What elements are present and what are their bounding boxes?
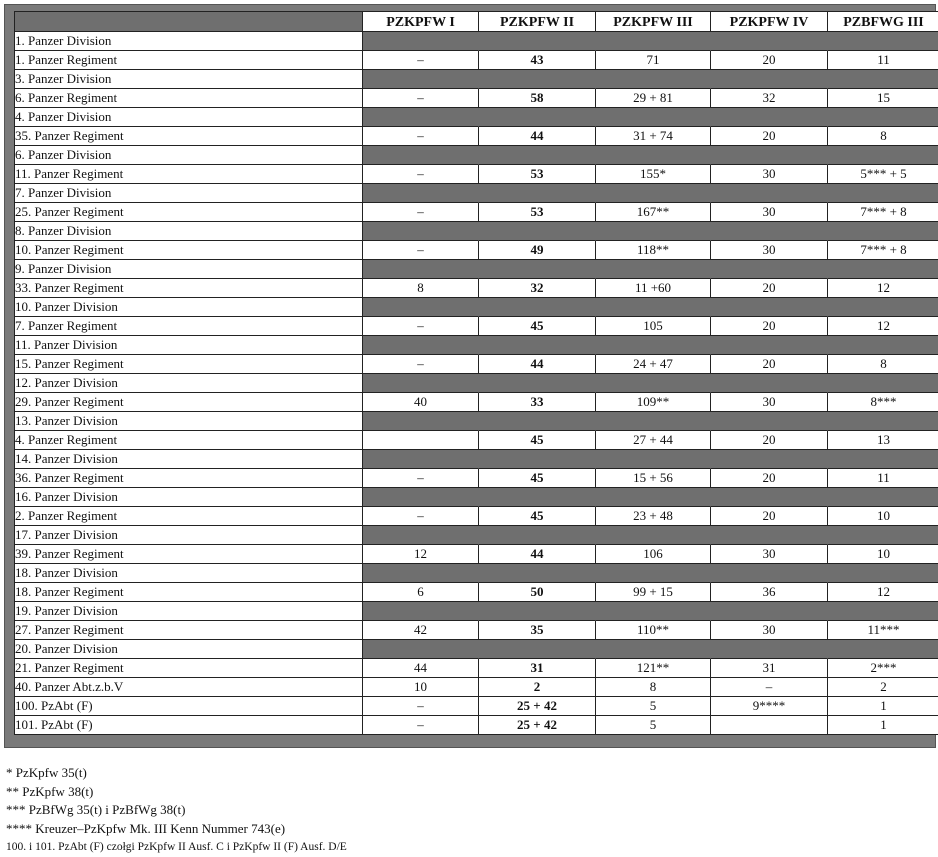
division-row — [14, 564, 938, 583]
regiment-row — [14, 697, 938, 716]
unit-name: 100. PzAbt (F) — [14, 697, 363, 716]
empty-cell — [711, 640, 828, 659]
empty-cell — [828, 298, 938, 317]
division-name: 16. Panzer Division — [14, 488, 363, 507]
unit-name: 36. Panzer Regiment — [14, 469, 363, 488]
value-cell: 10 — [828, 507, 938, 526]
empty-cell — [711, 412, 828, 431]
regiment-row — [14, 393, 938, 412]
unit-name: 27. Panzer Regiment — [14, 621, 363, 640]
unit-name: 4. Panzer Regiment — [14, 431, 363, 450]
division-row — [14, 602, 938, 621]
empty-cell — [711, 184, 828, 203]
value-cell: 36 — [711, 583, 828, 602]
value-cell: 44 — [479, 127, 596, 146]
value-cell: 42 — [363, 621, 479, 640]
regiment-row — [14, 659, 938, 678]
empty-cell — [596, 602, 711, 621]
value-cell: 106 — [596, 545, 711, 564]
value-cell: 11 +60 — [596, 279, 711, 298]
division-name: 11. Panzer Division — [14, 336, 363, 355]
value-cell: 20 — [711, 507, 828, 526]
unit-name: 1. Panzer Regiment — [14, 51, 363, 70]
value-cell: 105 — [596, 317, 711, 336]
value-cell: – — [363, 165, 479, 184]
empty-cell — [711, 298, 828, 317]
empty-cell — [596, 640, 711, 659]
unit-name: 25. Panzer Regiment — [14, 203, 363, 222]
division-row — [14, 450, 938, 469]
regiment-row — [14, 165, 938, 184]
empty-cell — [711, 564, 828, 583]
header-row — [14, 11, 938, 32]
value-cell: – — [363, 716, 479, 735]
value-cell: 8*** — [828, 393, 938, 412]
unit-name: 40. Panzer Abt.z.b.V — [14, 678, 363, 697]
empty-cell — [479, 374, 596, 393]
division-name: 8. Panzer Division — [14, 222, 363, 241]
division-row — [14, 640, 938, 659]
empty-cell — [479, 526, 596, 545]
empty-cell — [828, 222, 938, 241]
empty-cell — [596, 336, 711, 355]
empty-cell — [596, 32, 711, 51]
empty-cell — [828, 70, 938, 89]
empty-cell — [828, 374, 938, 393]
value-cell: 44 — [479, 545, 596, 564]
value-cell: 15 + 56 — [596, 469, 711, 488]
value-cell: 53 — [479, 165, 596, 184]
empty-cell — [596, 412, 711, 431]
empty-cell — [711, 70, 828, 89]
division-row — [14, 184, 938, 203]
empty-cell — [711, 336, 828, 355]
value-cell: 8 — [828, 355, 938, 374]
empty-cell — [711, 222, 828, 241]
empty-cell — [363, 450, 479, 469]
header-corner — [14, 11, 363, 32]
empty-cell — [479, 640, 596, 659]
value-cell: 5 — [596, 697, 711, 716]
empty-cell — [596, 374, 711, 393]
empty-cell — [363, 184, 479, 203]
value-cell: 110** — [596, 621, 711, 640]
value-cell: 8 — [828, 127, 938, 146]
empty-cell — [828, 32, 938, 51]
unit-name: 35. Panzer Regiment — [14, 127, 363, 146]
empty-cell — [363, 564, 479, 583]
value-cell: 2 — [479, 678, 596, 697]
unit-name: 6. Panzer Regiment — [14, 89, 363, 108]
empty-cell — [828, 412, 938, 431]
value-cell: 45 — [479, 507, 596, 526]
division-name: 20. Panzer Division — [14, 640, 363, 659]
regiment-row — [14, 317, 938, 336]
value-cell: 30 — [711, 165, 828, 184]
value-cell: 20 — [711, 127, 828, 146]
empty-cell — [363, 222, 479, 241]
value-cell: – — [363, 89, 479, 108]
regiment-row — [14, 355, 938, 374]
value-cell: 20 — [711, 279, 828, 298]
value-cell: 45 — [479, 469, 596, 488]
division-row — [14, 374, 938, 393]
regiment-row — [14, 545, 938, 564]
value-cell: 25 + 42 — [479, 697, 596, 716]
empty-cell — [711, 260, 828, 279]
empty-cell — [479, 298, 596, 317]
value-cell: 29 + 81 — [596, 89, 711, 108]
value-cell: 118** — [596, 241, 711, 260]
value-cell: 30 — [711, 203, 828, 222]
value-cell: 8 — [363, 279, 479, 298]
unit-name: 39. Panzer Regiment — [14, 545, 363, 564]
empty-cell — [828, 260, 938, 279]
value-cell: 27 + 44 — [596, 431, 711, 450]
empty-cell — [596, 526, 711, 545]
value-cell: 12 — [363, 545, 479, 564]
regiment-row — [14, 507, 938, 526]
empty-cell — [596, 260, 711, 279]
division-row — [14, 412, 938, 431]
value-cell: 12 — [828, 317, 938, 336]
value-cell: – — [363, 697, 479, 716]
value-cell: – — [363, 203, 479, 222]
table-frame — [4, 4, 936, 748]
division-row — [14, 32, 938, 51]
division-row — [14, 336, 938, 355]
division-name: 12. Panzer Division — [14, 374, 363, 393]
value-cell: 7*** + 8 — [828, 241, 938, 260]
empty-cell — [711, 602, 828, 621]
unit-name: 33. Panzer Regiment — [14, 279, 363, 298]
value-cell: 49 — [479, 241, 596, 260]
empty-cell — [479, 260, 596, 279]
value-cell: 6 — [363, 583, 479, 602]
empty-cell — [828, 108, 938, 127]
empty-cell — [363, 32, 479, 51]
footnote: ** PzKpfw 38(t) — [6, 783, 94, 799]
value-cell: 40 — [363, 393, 479, 412]
empty-cell — [711, 526, 828, 545]
value-cell: 2 — [828, 678, 938, 697]
unit-name: 18. Panzer Regiment — [14, 583, 363, 602]
regiment-row — [14, 127, 938, 146]
division-name: 17. Panzer Division — [14, 526, 363, 545]
empty-cell — [363, 336, 479, 355]
value-cell: 45 — [479, 431, 596, 450]
value-cell: 121** — [596, 659, 711, 678]
footnote: * PzKpfw 35(t) — [6, 765, 87, 780]
unit-name: 7. Panzer Regiment — [14, 317, 363, 336]
value-cell: 71 — [596, 51, 711, 70]
value-cell: 15 — [828, 89, 938, 108]
empty-cell — [596, 70, 711, 89]
column-header: PZKPFW I — [363, 11, 479, 32]
regiment-row — [14, 716, 938, 735]
value-cell: 10 — [828, 545, 938, 564]
value-cell: 58 — [479, 89, 596, 108]
value-cell: 35 — [479, 621, 596, 640]
division-name: 1. Panzer Division — [14, 32, 363, 51]
empty-cell — [363, 260, 479, 279]
empty-cell — [479, 146, 596, 165]
value-cell: 1 — [828, 697, 938, 716]
division-name: 18. Panzer Division — [14, 564, 363, 583]
division-name: 10. Panzer Division — [14, 298, 363, 317]
division-name: 7. Panzer Division — [14, 184, 363, 203]
empty-cell — [363, 412, 479, 431]
column-header: PZBFWG III — [828, 11, 938, 32]
division-row — [14, 526, 938, 545]
value-cell: 24 + 47 — [596, 355, 711, 374]
value-cell: 109** — [596, 393, 711, 412]
value-cell: 1 — [828, 716, 938, 735]
empty-cell — [828, 450, 938, 469]
column-header: PZKPFW IV — [711, 11, 828, 32]
value-cell: 31 — [711, 659, 828, 678]
footnote: *** PzBfWg 35(t) i PzBfWg 38(t) — [6, 802, 186, 817]
unit-name: 11. Panzer Regiment — [14, 165, 363, 184]
regiment-row — [14, 678, 938, 697]
empty-cell — [479, 336, 596, 355]
division-name: 6. Panzer Division — [14, 146, 363, 165]
footnote: **** Kreuzer–PzKpfw Mk. III Kenn Nummer 743(e) — [6, 820, 286, 836]
empty-cell — [828, 336, 938, 355]
value-cell: 7*** + 8 — [828, 203, 938, 222]
column-header: PZKPFW II — [479, 11, 596, 32]
empty-cell — [479, 602, 596, 621]
value-cell: 25 + 42 — [479, 716, 596, 735]
empty-cell — [828, 640, 938, 659]
empty-cell — [479, 108, 596, 127]
value-cell: 30 — [711, 241, 828, 260]
value-cell: – — [363, 127, 479, 146]
empty-cell — [596, 222, 711, 241]
division-row — [14, 70, 938, 89]
empty-cell — [363, 488, 479, 507]
empty-cell — [479, 184, 596, 203]
value-cell — [363, 431, 479, 450]
empty-cell — [363, 298, 479, 317]
value-cell: 155* — [596, 165, 711, 184]
empty-cell — [828, 146, 938, 165]
division-name: 4. Panzer Division — [14, 108, 363, 127]
regiment-row — [14, 469, 938, 488]
empty-cell — [828, 526, 938, 545]
value-cell: – — [363, 469, 479, 488]
empty-cell — [479, 32, 596, 51]
value-cell: 31 — [479, 659, 596, 678]
value-cell: 5*** + 5 — [828, 165, 938, 184]
column-header: PZKPFW III — [596, 11, 711, 32]
value-cell: 20 — [711, 431, 828, 450]
empty-cell — [479, 564, 596, 583]
value-cell: 8 — [596, 678, 711, 697]
empty-cell — [363, 374, 479, 393]
empty-cell — [711, 108, 828, 127]
empty-cell — [596, 488, 711, 507]
empty-cell — [596, 108, 711, 127]
value-cell: 13 — [828, 431, 938, 450]
regiment-row — [14, 431, 938, 450]
empty-cell — [711, 32, 828, 51]
value-cell: 30 — [711, 545, 828, 564]
division-row — [14, 146, 938, 165]
division-name: 19. Panzer Division — [14, 602, 363, 621]
tank-strength-table — [14, 11, 938, 735]
value-cell: 9**** — [711, 697, 828, 716]
unit-name: 2. Panzer Regiment — [14, 507, 363, 526]
empty-cell — [363, 146, 479, 165]
value-cell: – — [363, 241, 479, 260]
division-row — [14, 298, 938, 317]
regiment-row — [14, 51, 938, 70]
value-cell: 53 — [479, 203, 596, 222]
empty-cell — [828, 488, 938, 507]
value-cell: 23 + 48 — [596, 507, 711, 526]
value-cell: 20 — [711, 469, 828, 488]
division-name: 9. Panzer Division — [14, 260, 363, 279]
value-cell: 20 — [711, 51, 828, 70]
value-cell: – — [363, 355, 479, 374]
division-row — [14, 260, 938, 279]
empty-cell — [479, 70, 596, 89]
value-cell: 2*** — [828, 659, 938, 678]
value-cell: 32 — [479, 279, 596, 298]
empty-cell — [828, 602, 938, 621]
empty-cell — [828, 564, 938, 583]
division-row — [14, 488, 938, 507]
value-cell: 12 — [828, 583, 938, 602]
empty-cell — [363, 526, 479, 545]
value-cell: 45 — [479, 317, 596, 336]
value-cell: 10 — [363, 678, 479, 697]
division-row — [14, 222, 938, 241]
empty-cell — [596, 184, 711, 203]
empty-cell — [596, 298, 711, 317]
division-name: 3. Panzer Division — [14, 70, 363, 89]
division-name: 14. Panzer Division — [14, 450, 363, 469]
value-cell: 32 — [711, 89, 828, 108]
value-cell: 30 — [711, 621, 828, 640]
empty-cell — [479, 412, 596, 431]
empty-cell — [711, 488, 828, 507]
value-cell: 33 — [479, 393, 596, 412]
value-cell: 99 + 15 — [596, 583, 711, 602]
value-cell: 12 — [828, 279, 938, 298]
empty-cell — [711, 374, 828, 393]
value-cell: 20 — [711, 317, 828, 336]
empty-cell — [363, 602, 479, 621]
unit-name: 15. Panzer Regiment — [14, 355, 363, 374]
value-cell: 44 — [363, 659, 479, 678]
empty-cell — [363, 640, 479, 659]
value-cell: 43 — [479, 51, 596, 70]
empty-cell — [711, 450, 828, 469]
empty-cell — [596, 450, 711, 469]
empty-cell — [479, 488, 596, 507]
value-cell: 11*** — [828, 621, 938, 640]
value-cell: 31 + 74 — [596, 127, 711, 146]
empty-cell — [711, 146, 828, 165]
value-cell: 50 — [479, 583, 596, 602]
value-cell: – — [363, 507, 479, 526]
value-cell: 11 — [828, 51, 938, 70]
empty-cell — [363, 108, 479, 127]
division-row — [14, 108, 938, 127]
empty-cell — [479, 222, 596, 241]
footnote: 100. i 101. PzAbt (F) czołgi PzKpfw II Ausf. C i PzKpfw II (F) Ausf. D/E — [6, 841, 347, 853]
value-cell: – — [363, 317, 479, 336]
regiment-row — [14, 89, 938, 108]
value-cell: 30 — [711, 393, 828, 412]
footnotes — [6, 764, 347, 857]
regiment-row — [14, 583, 938, 602]
value-cell: 11 — [828, 469, 938, 488]
unit-name: 101. PzAbt (F) — [14, 716, 363, 735]
value-cell: 167** — [596, 203, 711, 222]
empty-cell — [479, 450, 596, 469]
value-cell: 44 — [479, 355, 596, 374]
regiment-row — [14, 203, 938, 222]
value-cell: 5 — [596, 716, 711, 735]
unit-name: 10. Panzer Regiment — [14, 241, 363, 260]
regiment-row — [14, 241, 938, 260]
unit-name: 21. Panzer Regiment — [14, 659, 363, 678]
value-cell: – — [363, 51, 479, 70]
unit-name: 29. Panzer Regiment — [14, 393, 363, 412]
value-cell — [711, 716, 828, 735]
value-cell: – — [711, 678, 828, 697]
division-name: 13. Panzer Division — [14, 412, 363, 431]
regiment-row — [14, 621, 938, 640]
regiment-row — [14, 279, 938, 298]
empty-cell — [363, 70, 479, 89]
empty-cell — [828, 184, 938, 203]
empty-cell — [596, 564, 711, 583]
empty-cell — [596, 146, 711, 165]
value-cell: 20 — [711, 355, 828, 374]
